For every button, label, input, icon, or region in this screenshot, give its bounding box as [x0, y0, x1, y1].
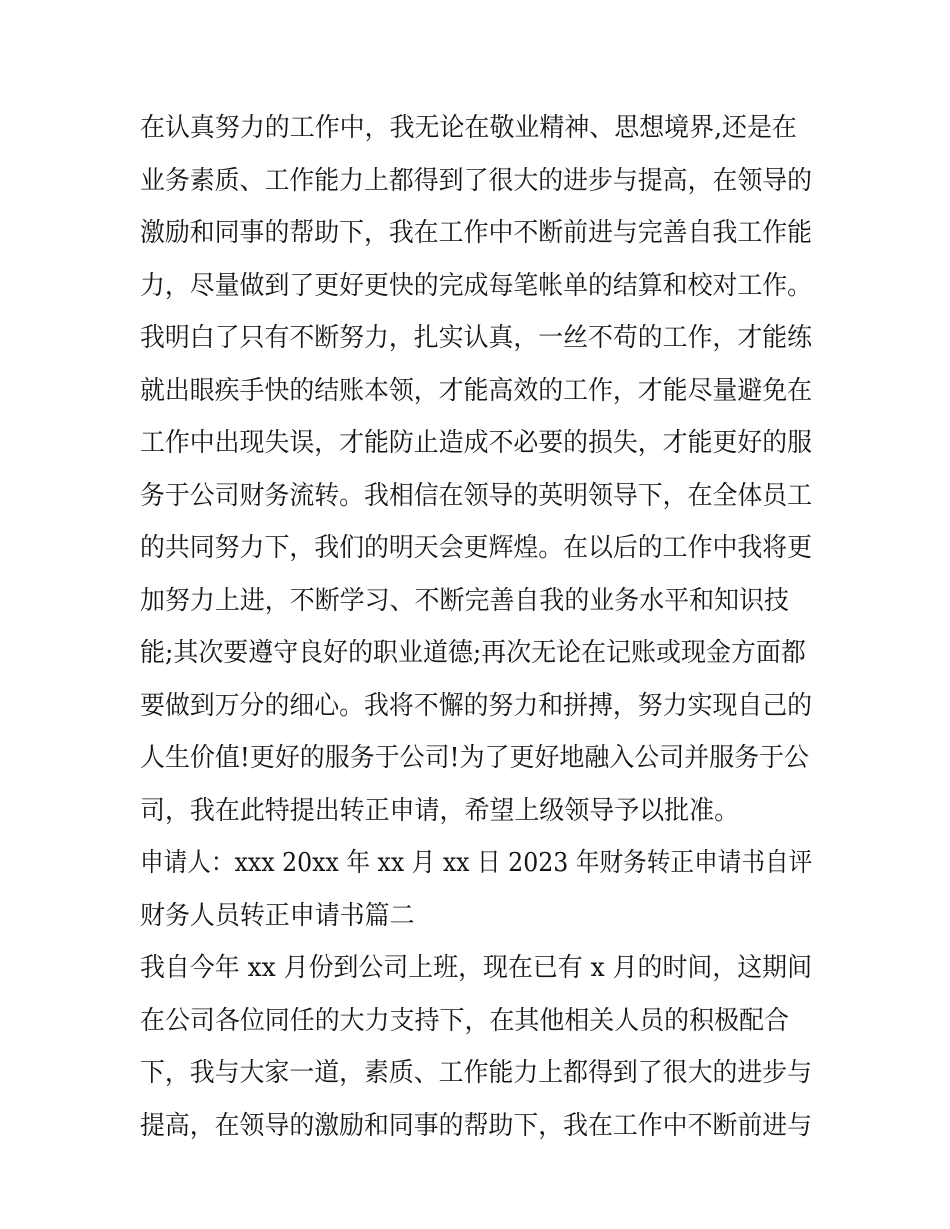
paragraph-line: 就出眼疾手快的结账本领，才能高效的工作，才能尽量避免在 — [140, 376, 813, 406]
paragraph-line: 人生价值!更好的服务于公司!为了更好地融入公司并服务于公 — [140, 743, 810, 773]
paragraph-line: 的共同努力下，我们的明天会更辉煌。在以后的工作中我将更 — [140, 533, 813, 563]
paragraph-line: 下，我与大家一道，素质、工作能力上都得到了很大的进步与 — [140, 1058, 813, 1088]
paragraph-line: 我明白了只有不断努力，扎实认真，一丝不苟的工作，才能练 — [140, 323, 813, 353]
paragraph-line: 司，我在此特提出转正申请，希望上级领导予以批准。 — [140, 796, 740, 826]
paragraph-line: 在公司各位同任的大力支持下，在其他相关人员的积极配合 — [140, 1006, 789, 1036]
paragraph-line: 激励和同事的帮助下，我在工作中不断前进与完善自我工作能 — [140, 218, 813, 248]
paragraph-line: 要做到万分的细心。我将不懈的努力和拼搏，努力实现自己的 — [140, 691, 813, 721]
section-title: 财务人员转正申请书篇二 — [140, 901, 415, 931]
paragraph-line: 提高，在领导的激励和同事的帮助下，我在工作中不断前进与 — [140, 1111, 813, 1141]
paragraph-line: 工作中出现失误，才能防止造成不必要的损失，才能更好的服 — [140, 428, 813, 458]
paragraph-line: 加努力上进，不断学习、不断完善自我的业务水平和知识技 — [140, 586, 789, 616]
applicant-line: 申请人：xxx 20xx 年 xx 月 xx 日 2023 年财务转正申请书自评 — [140, 848, 813, 878]
paragraph-line: 能;其次要遵守良好的职业道德;再次无论在记账或现金方面都 — [140, 638, 806, 668]
paragraph-line: 我自今年 xx 月份到公司上班，现在已有 x 月的时间，这期间 — [140, 953, 813, 983]
paragraph-line: 力，尽量做到了更好更快的完成每笔帐单的结算和校对工作。 — [140, 271, 813, 301]
paragraph-line: 务于公司财务流转。我相信在领导的英明领导下，在全体员工 — [140, 481, 813, 511]
paragraph-line: 业务素质、工作能力上都得到了很大的进步与提高，在领导的 — [140, 166, 813, 196]
paragraph-line: 在认真努力的工作中，我无论在敬业精神、思想境界,还是在 — [140, 113, 797, 143]
